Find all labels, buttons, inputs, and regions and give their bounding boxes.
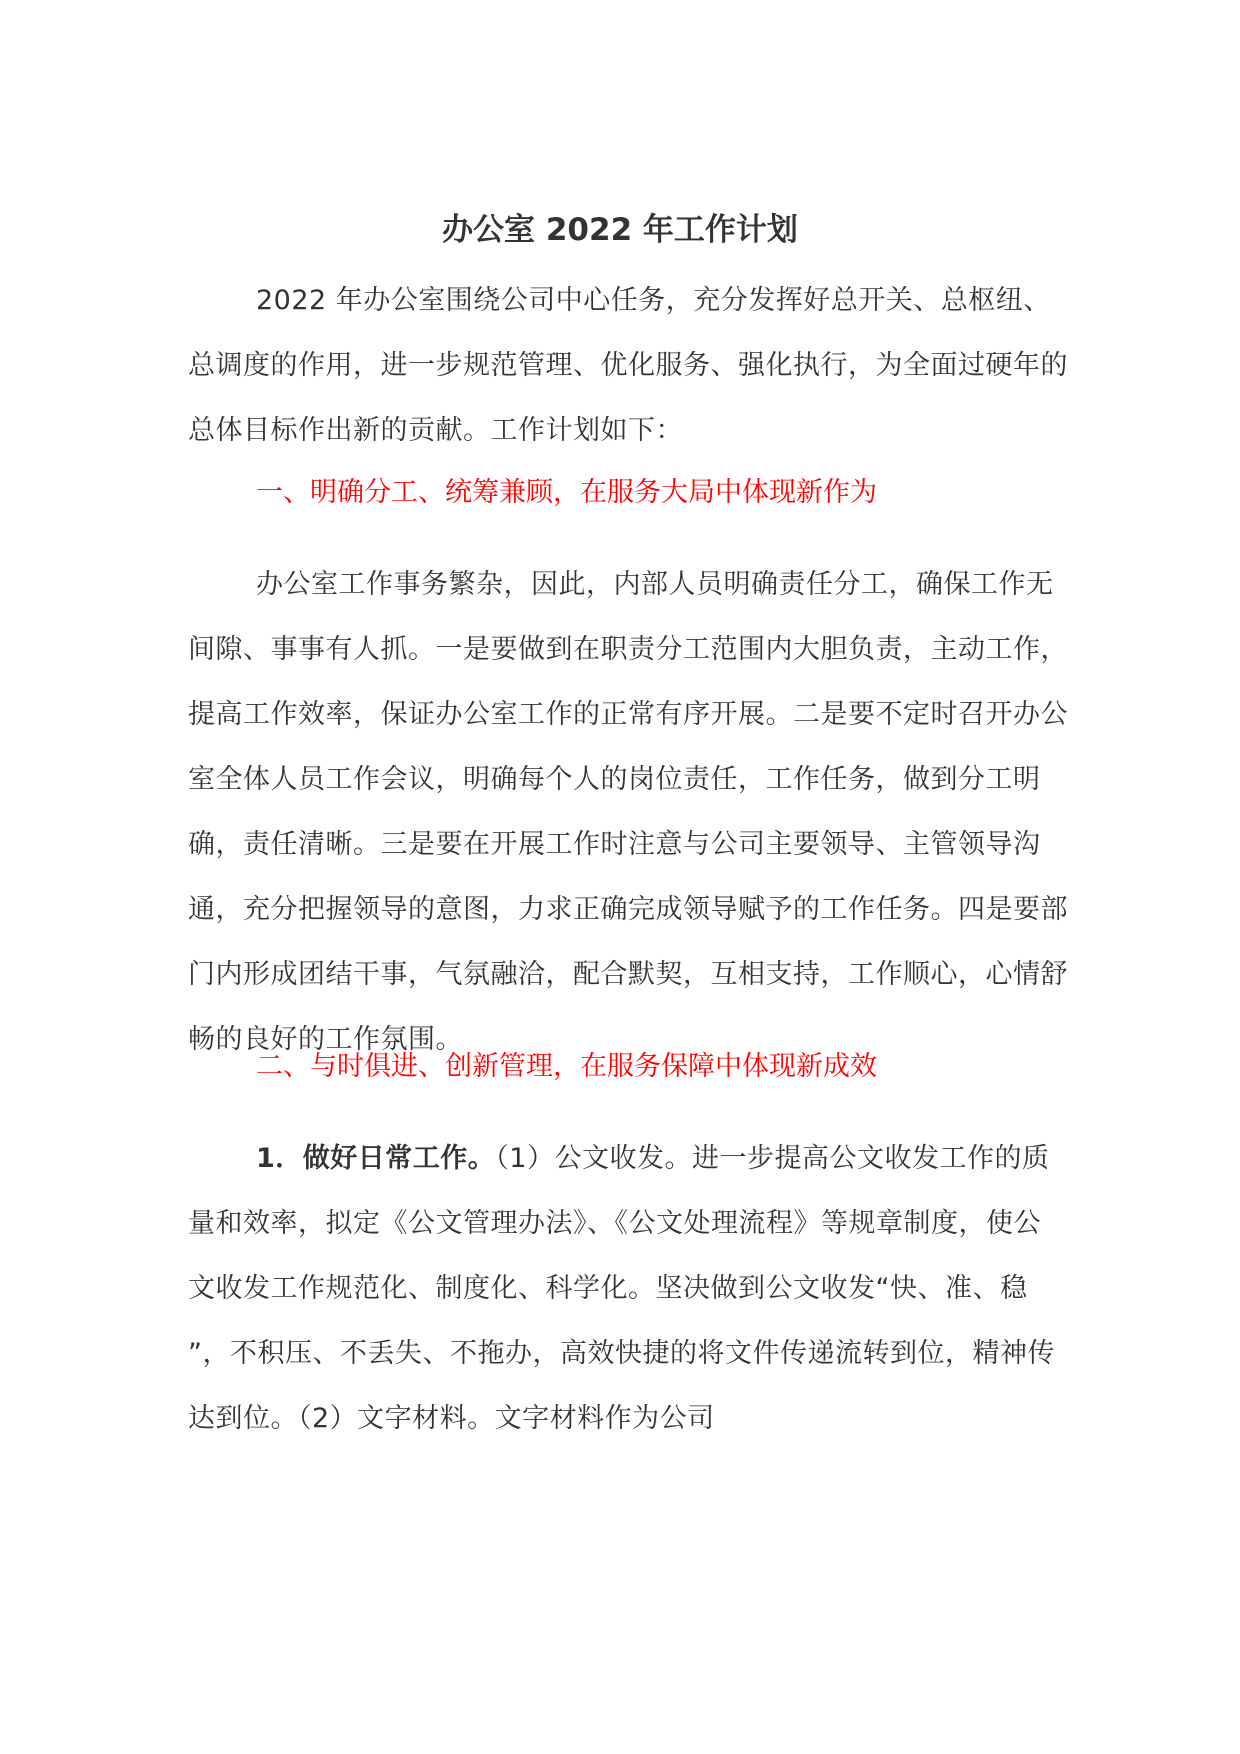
document-title: 办公室 2022 年工作计划 xyxy=(442,212,798,248)
section-2-heading: 二、与时俱进、创新管理，在服务保障中体现新成效 xyxy=(256,1051,877,1082)
intro-paragraph: 2022 年办公室围绕公司中心任务，充分发挥好总开关、总枢纽、总调度的作用，进一步规范管理、优化服务、强化执行，为全面过硬年的总体目标作出新的贡献。工作计划如下： xyxy=(188,285,1068,446)
item-1-body: （1）公文收发。进一步提高公文收发工作的质量和效率，拟定《公文管理办法》、《公文处理流程》等规章制度，使公文收发工作规范化、制度化、科学化。坚决做到公文收发“快、准、稳 ”，不积压、不丢失、不拖办，高效快捷的将文件传递流转到位，精神传达到位。（2）文字材料。文字材料作为公司 xyxy=(188,1143,1055,1434)
section-1-heading: 一、明确分工、统筹兼顾，在服务大局中体现新作为 xyxy=(256,477,877,508)
section-1-paragraph: 办公室工作事务繁杂，因此，内部人员明确责任分工，确保工作无间隙、事事有人抓。一是要做到在职责分工范围内大胆负责，主动工作，提高工作效率，保证办公室工作的正常有序开展。二是要不定时召开办公室全体人员工作会议，明确每个人的岗位责任，工作任务，做到分工明确，责任清晰。三是要在开展工作时注意与公司主要领导、主管领导沟通，充分把握领导的意图，力求正确完成领导赋予的工作任务。四是要部门内形成团结干事，气氛融洽，配合默契，互相支持，工作顺心，心情舒畅的良好的工作氛围。 xyxy=(188,569,1068,1055)
item-1-lead: 1．做好日常工作。 xyxy=(256,1143,496,1174)
section-2-item-1-paragraph xyxy=(188,1126,1068,1451)
